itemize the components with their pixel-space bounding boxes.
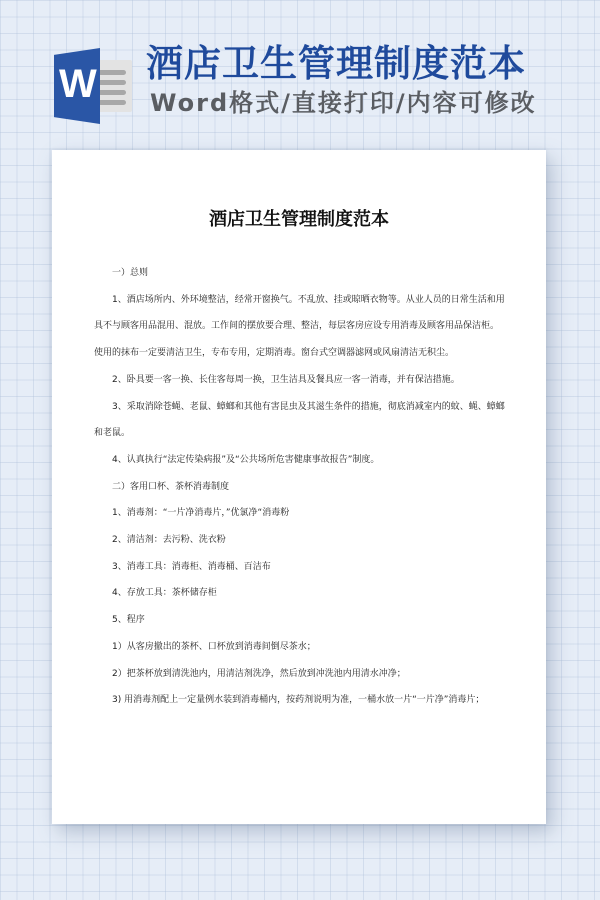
paragraph: 3、采取消除苍蝇、老鼠、蟑螂和其他有害昆虫及其滋生条件的措施，彻底消减室内的蚊、蝇、蟑螂和老鼠。: [94, 401, 505, 439]
document-body: [94, 260, 506, 714]
word-icon-line: [98, 70, 126, 75]
paragraph: 1、酒店场所内、外环境整洁，经常开窗换气。不乱放、挂或晾晒衣物等。从业人员的日常生活和用具不与顾客用品混用、混放。工作间的摆放要合理、整洁，每层客房应设专用消毒及顾客用品保洁柜。使用的抹布一定要清洁卫生，专布专用，定期消毒。窗台式空调器滤网或风扇清洁无积尘。: [94, 294, 505, 359]
word-icon-line: [98, 90, 126, 95]
banner: [0, 0, 600, 140]
document-title: 酒店卫生管理制度范本: [209, 209, 389, 230]
list-item: 1、消毒剂：“一片净消毒片，”优氯净“消毒粉: [112, 508, 290, 519]
list-item: 1）从客房撤出的茶杯、口杯放到消毒间倒尽茶水；: [112, 641, 316, 652]
list-item: 2、清洁剂：去污粉、洗衣粉: [112, 535, 226, 546]
list-item: 2）把茶杯放到清洗池内，用清洁剂洗净，然后放到冲洗池内用清水冲净；: [112, 668, 406, 679]
word-icon-line: [98, 80, 126, 85]
word-icon-line: [98, 100, 126, 105]
paragraph: 4、认真执行“法定传染病报”及“公共场所危害健康事故报告”制度。: [112, 454, 380, 465]
word-icon: [54, 48, 134, 124]
document-page: [52, 150, 546, 824]
list-item: 3、消毒工具：消毒柜、消毒桶、百洁布: [112, 561, 271, 572]
list-item: 4、存放工具：茶杯储存柜: [112, 588, 217, 599]
word-icon-letter: W: [59, 62, 97, 106]
list-item: 5、程序: [112, 615, 145, 626]
paragraph: 2、卧具要一客一换、长住客每周一换，卫生洁具及餐具应一客一消毒，并有保洁措施。: [112, 374, 460, 385]
section-heading: 二）客用口杯、茶杯消毒制度: [112, 481, 230, 492]
list-item: 3) 用消毒剂配上一定量例水装到消毒桶内，按药剂说明为准，一桶水放一片“一片净”消毒片；: [112, 695, 485, 706]
section-heading: 一）总则: [112, 268, 149, 278]
banner-subtitle: Word格式/直接打印/内容可修改: [150, 89, 537, 117]
banner-title: 酒店卫生管理制度范本: [146, 42, 526, 85]
